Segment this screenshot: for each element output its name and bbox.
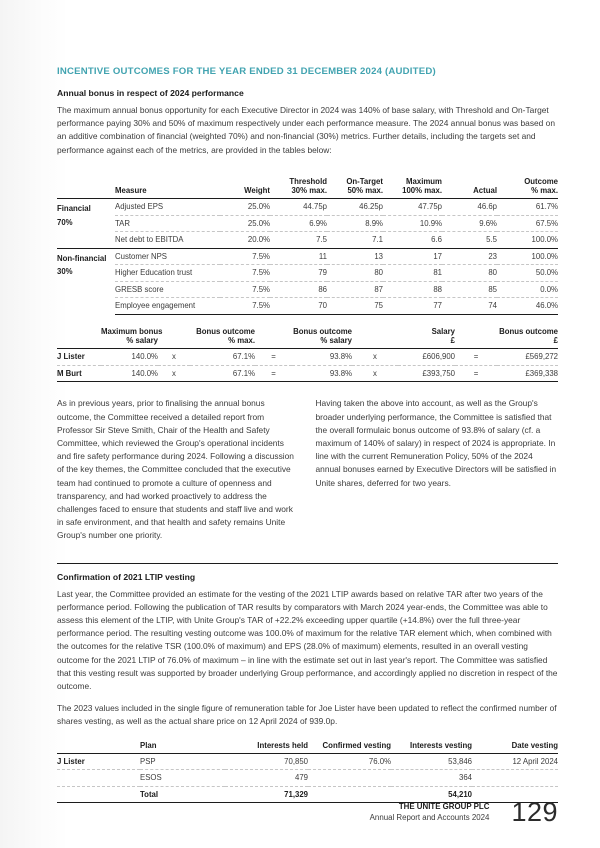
annual-bonus-intro: The maximum annual bonus opportunity for each Executive Director in 2024 was 140% of base salary, with Threshold and On-Target performance paying 30% and 50% of maximum respectively under each performance measure. The 2024 annual bonus was based on an additive combination of financial (weighted 70%) and non-financial (30%) metrics. Further details, including the targets set and performance against each of the metrics, are provided in the tables below: [57,105,555,155]
group-label-financial [57,199,115,249]
metrics-header-weight: Weight [220,174,270,199]
commentary-columns [57,397,558,542]
equals-operator: = [473,352,479,362]
cell-plan: PSP [140,756,156,766]
cell-confirmed-vesting [308,770,391,787]
cell-salary: £393,750 [398,365,455,382]
metrics-header-outcome [497,174,558,199]
cell-interests-vesting-total: 54,210 [391,786,472,803]
cell-ontarget: 46.25p [359,202,383,212]
table-row [57,349,558,366]
page-number: 129 [511,797,558,827]
table-row [57,232,558,249]
cell-measure: Adjusted EPS [115,202,164,212]
table-row [57,248,558,265]
cell-interests-held: 479 [225,770,308,787]
cell-interests-vesting: 53,846 [448,756,472,766]
bonus-header-outcomevalue [497,324,558,349]
bonus-header-outcomemax [190,324,255,349]
cell-maximum: 47.75p [418,202,442,212]
cell-outcome-value: £369,338 [497,365,558,382]
vesting-header-name [57,738,140,754]
report-title: Annual Report and Accounts 2024 [369,812,490,822]
commentary-right: Having taken the above into account, as well as the Group's broader underlying performance, the Committee is satisfied that the overall formulaic bonus outcome of 93.8% of salary (cf. a maximum of 140% of salary) in respect of 2024 is appropriate. In line with the current Remuneration Policy, 50% of the 2024 annual bonuses earned by Executive Directors will be satisfied in Unite shares, deferred for two years. [315,398,557,488]
metrics-header-actual: Actual [442,174,497,199]
cell-outcome-salary: 93.8% [292,365,352,382]
bonus-header-outcomesalary-line1: Bonus outcome [293,326,352,336]
cell-actual: 85 [442,281,497,298]
cell-actual: 9.6% [442,215,497,232]
cell-confirmed-vesting: 76.0% [368,756,391,766]
cell-salary: £606,900 [422,352,455,362]
cell-date-vesting: 12 April 2024 [512,756,558,766]
cell-weight: 7.5% [220,281,270,298]
cell-maximum: 17 [383,248,442,265]
cell-outcome-salary: 93.8% [329,352,352,362]
section-title: INCENTIVE OUTCOMES FOR THE YEAR ENDED 31 DECEMBER 2024 (AUDITED) [57,66,436,77]
ltip-vesting-table [57,738,558,804]
cell-outcome: 67.5% [497,215,558,232]
metrics-header-outcome-line1: Outcome [524,176,558,186]
table-row [57,215,558,232]
cell-weight: 7.5% [220,265,270,282]
publication-info [370,802,490,823]
bonus-outcome-table [57,324,558,383]
equals-operator: = [255,365,292,382]
ltip-paragraph-2: The 2023 values included in the single figure of remuneration table for Joe Lister have been updated to reflect the confirmed number of shares vesting, as well as the actual share price on 12 April 2024 of 939.0p. [57,703,557,727]
metrics-header-ontarget-line2: 50% max. [347,185,383,195]
bonus-header-maxbonus-line1: Maximum bonus [101,326,163,336]
annual-bonus-heading: Annual bonus in respect of 2024 performance [57,88,244,98]
bonus-header-outcomevalue-line1: Bonus outcome [499,326,558,336]
vesting-header-interests-held: Interests held [225,738,308,754]
cell-measure: Customer NPS [115,248,220,265]
bonus-header-maxbonus [101,324,163,349]
metrics-header-outcome-line2: % max. [531,185,558,195]
cell-outcome: 0.0% [497,281,558,298]
cell-threshold: 86 [270,281,327,298]
vesting-header-row [57,738,558,754]
group-label-text: Non-financial [57,253,107,263]
bonus-header-op3 [352,324,398,349]
cell-plan-total: Total [140,786,225,803]
bonus-header-salary-line2: £ [450,335,455,345]
cell-ontarget: 8.9% [327,215,383,232]
cell-maximum: 77 [383,298,442,315]
cell-outcome-value: £569,272 [525,352,558,362]
cell-weight: 20.0% [220,232,270,249]
table-row [57,770,558,787]
table-row [57,365,558,382]
cell-outcome: 100.0% [497,248,558,265]
group-weight-text: 70% [57,217,73,227]
table-row [57,281,558,298]
metrics-header-maximum-line1: Maximum [406,176,442,186]
cell-weight: 7.5% [220,298,270,315]
cell-outcome: 61.7% [535,202,558,212]
cell-weight: 25.0% [247,202,270,212]
cell-outcome: 100.0% [497,232,558,249]
bonus-header-salary-line1: Salary [431,326,455,336]
metrics-header-row [57,174,558,199]
metrics-header-ontarget [327,174,383,199]
cell-threshold: 7.5 [270,232,327,249]
cell-outcome: 50.0% [497,265,558,282]
cell-director-name: M Burt [57,365,101,382]
cell-holder-name [57,786,140,803]
bonus-header-outcomesalary-line2: % salary [320,335,352,345]
cell-actual: 5.5 [442,232,497,249]
section-divider [57,563,558,564]
bonus-header-name [57,324,101,349]
cell-date-vesting [472,770,558,787]
cell-max-bonus: 140.0% [101,365,158,382]
cell-actual: 80 [442,265,497,282]
bonus-header-maxbonus-line2: % salary [126,335,158,345]
vesting-header-plan: Plan [140,738,225,754]
table-row [57,298,558,315]
cell-maximum: 88 [383,281,442,298]
cell-weight: 7.5% [220,248,270,265]
metrics-header-measure: Measure [115,174,220,199]
cell-threshold: 79 [270,265,327,282]
cell-max-bonus: 140.0% [131,352,158,362]
cell-outcome-max: 67.1% [190,365,255,382]
commentary-left: As in previous years, prior to finalising the annual bonus outcome, the Committee received a detailed report from Professor Sir Steve Smith, Chair of the Health and Safety Committee, which reviewed the Group's operational incidents and fire safety performance during 2024. Following a discussion of the key themes, the Committee concluded that the executive team had continued to promote a culture of openness and transparency, and had worked proactively to address the challenges faced to ensure that students and staff live and work in safe environment, and that health and safety remains Unite Group's number one priority. [57,398,294,541]
cell-threshold: 70 [270,298,327,315]
vesting-header-interests-vesting: Interests vesting [391,738,472,754]
cell-ontarget: 75 [327,298,383,315]
metrics-header-threshold-line1: Threshold [289,176,327,186]
cell-maximum: 10.9% [383,215,442,232]
metrics-header-maximum [383,174,442,199]
metrics-header-maximum-line2: 100% max. [402,185,442,195]
cell-interests-vesting: 364 [391,770,472,787]
cell-maximum: 6.6 [383,232,442,249]
cell-measure: Higher Education trust [115,265,220,282]
cell-actual: 46.6p [477,202,497,212]
page-footer [370,797,558,828]
equals-operator: = [271,352,276,362]
ltip-heading: Confirmation of 2021 LTIP vesting [57,571,196,582]
cell-weight: 25.0% [220,215,270,232]
cell-actual: 23 [442,248,497,265]
bonus-metrics-table [57,174,558,315]
company-name: THE UNITE GROUP PLC [398,802,490,811]
cell-threshold: 44.75p [303,202,327,212]
cell-interests-held: 70,850 [284,756,308,766]
multiply-operator: x [373,352,377,362]
bonus-header-outcomemax-line1: Bonus outcome [196,326,255,336]
cell-measure: TAR [115,215,220,232]
bonus-header-outcomemax-line2: % max. [228,335,255,345]
bonus-header-op2 [255,324,292,349]
multiply-operator: x [172,352,176,362]
page-content [57,66,558,803]
cell-threshold: 6.9% [270,215,327,232]
group-label-nonfinancial [57,248,115,314]
metrics-header-grouplabel [57,174,115,199]
cell-outcome: 46.0% [497,298,558,315]
bonus-header-op4 [455,324,497,349]
group-weight-text: 30% [57,267,73,277]
table-row [57,199,558,216]
cell-holder-name: J Lister [57,756,85,766]
cell-director-name: J Lister [57,352,85,362]
cell-outcome-max: 67.1% [232,352,255,362]
cell-holder-name [57,770,140,787]
equals-operator: = [455,365,497,382]
cell-ontarget: 7.1 [327,232,383,249]
group-label-text: Financial [57,204,91,214]
table-row [57,265,558,282]
multiply-operator: x [352,365,398,382]
bonus-header-outcomevalue-line2: £ [553,335,558,345]
metrics-header-ontarget-line1: On-Target [346,176,383,186]
cell-maximum: 81 [383,265,442,282]
metrics-header-threshold-line2: 30% max. [291,185,327,195]
cell-ontarget: 80 [327,265,383,282]
bonus-header-outcomesalary [292,324,352,349]
cell-interests-held-total: 71,329 [225,786,308,803]
table-row [57,753,558,770]
vesting-header-confirmed-vesting: Confirmed vesting [308,738,391,754]
cell-measure: Net debt to EBITDA [115,232,220,249]
vesting-header-date-vesting: Date vesting [472,738,558,754]
ltip-paragraph-1: Last year, the Committee provided an estimate for the vesting of the 2021 LTIP awards based on relative TAR after two years of the performance period. Following the publication of TAR results by comparators with March 2024 year-ends, the Committee was able to assess this element of the LTIP, with Unite Group's TAR of +22.2% exceeding upper quartile (+14.8%) over the full three-year performance period. The resulting vesting outcome was 100.0% of maximum for the relative TAR element which, when combined with the outcomes for the relative TSR (100.0% of maximum) and EPS (28.0% of maximum) elements, resulted in an overall vesting outcome for the 2021 LTIP of 76.0% of maximum – in line with the estimate set out in last year's report. The Committee was satisfied that this vesting result was supported by broader underlying Group performance, and accordingly applied no discretion in respect of the outcome. [57,588,558,691]
cell-ontarget: 87 [327,281,383,298]
metrics-header-threshold [270,174,327,199]
cell-measure: GRESB score [115,281,220,298]
bonus-header-salary [398,324,455,349]
cell-ontarget: 13 [327,248,383,265]
multiply-operator: x [158,365,190,382]
cell-threshold: 11 [270,248,327,265]
cell-measure: Employee engagement [115,298,220,315]
cell-actual: 74 [442,298,497,315]
bonus-header-row [57,324,558,349]
cell-plan: ESOS [140,770,225,787]
